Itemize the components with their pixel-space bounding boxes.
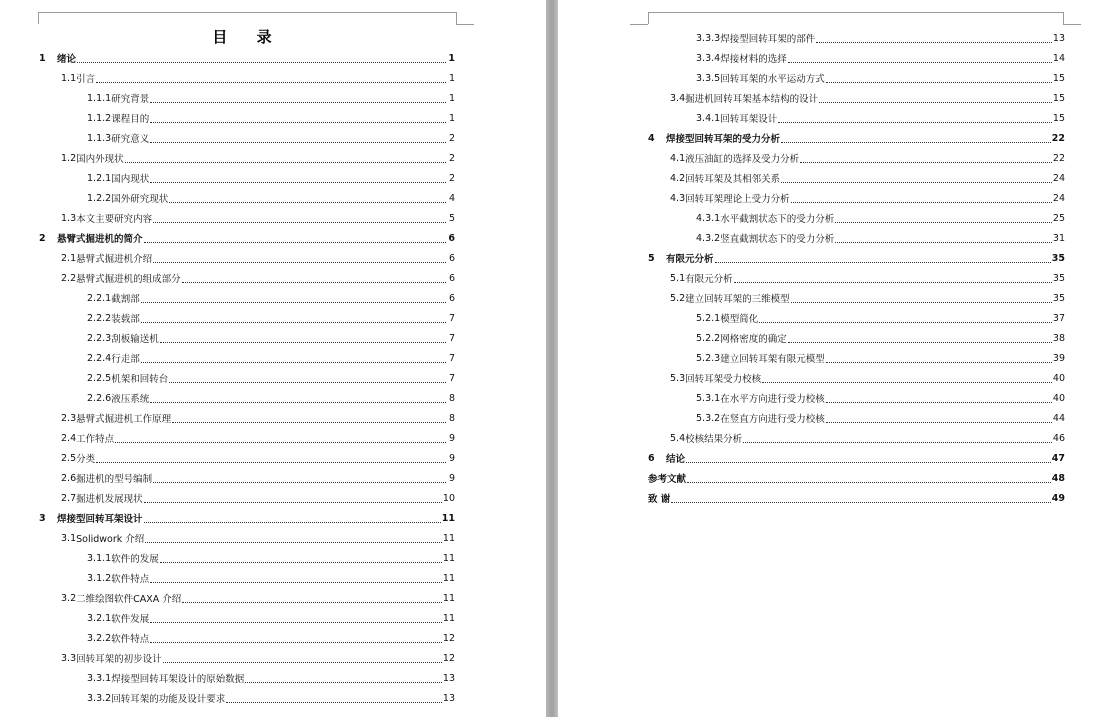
toc-entry[interactable] bbox=[39, 108, 455, 128]
toc-entry-number: 2.2.4 bbox=[87, 352, 112, 364]
toc-entry[interactable] bbox=[648, 88, 1065, 108]
toc-entry-number: 2.4 bbox=[61, 432, 77, 444]
toc-entry-number: 4.3.2 bbox=[696, 232, 721, 244]
toc-leader-dots bbox=[800, 162, 1052, 163]
toc-entry-number: 3.3.4 bbox=[696, 52, 721, 64]
toc-leader-dots bbox=[144, 522, 441, 523]
toc-entry-page: 7 bbox=[448, 372, 455, 384]
toc-entry-page: 9 bbox=[448, 472, 455, 484]
toc-entry[interactable] bbox=[39, 428, 455, 448]
toc-entry-text: 研究意义 bbox=[111, 134, 150, 145]
toc-leader-dots bbox=[145, 542, 442, 543]
toc-entry-number: 6 bbox=[648, 452, 655, 464]
toc-leader-dots bbox=[687, 482, 1051, 483]
toc-entry-text: 装载部 bbox=[111, 314, 140, 325]
toc-entry-number: 5.2 bbox=[670, 292, 686, 304]
toc-entry-page: 11 bbox=[442, 592, 455, 604]
toc-entry[interactable] bbox=[648, 308, 1065, 328]
toc-entry[interactable] bbox=[39, 508, 455, 528]
toc-entry-text: 回转耳架理论上受力分析 bbox=[685, 194, 790, 205]
toc-entry[interactable] bbox=[39, 368, 455, 388]
toc-leader-dots bbox=[153, 222, 446, 223]
toc-entry-text: 工作特点 bbox=[76, 434, 115, 445]
toc-entry-text: 悬臂式掘进机的简介 bbox=[57, 234, 143, 245]
toc-entry-page: 37 bbox=[1052, 312, 1065, 324]
toc-entry-page: 15 bbox=[1052, 72, 1065, 84]
toc-entry[interactable] bbox=[39, 608, 455, 628]
toc-leader-dots bbox=[150, 622, 442, 623]
toc-entry-page: 2 bbox=[448, 152, 455, 164]
toc-entry-text: 行走部 bbox=[111, 354, 140, 365]
toc-leader-dots bbox=[826, 82, 1052, 83]
toc-entry[interactable] bbox=[39, 688, 455, 708]
toc-entry-number: 3.3.3 bbox=[696, 32, 721, 44]
toc-entry-text: 建立回转耳架的三维模型 bbox=[685, 294, 790, 305]
toc-entry-number: 3.2.1 bbox=[87, 612, 112, 624]
toc-entry-number: 1.2 bbox=[61, 152, 77, 164]
toc-leader-dots bbox=[77, 62, 446, 63]
toc-leader-dots bbox=[169, 202, 446, 203]
toc-entry-page: 24 bbox=[1052, 192, 1065, 204]
toc-leader-dots bbox=[182, 602, 442, 603]
toc-entry[interactable] bbox=[648, 328, 1065, 348]
toc-list-left bbox=[39, 48, 455, 708]
toc-entry-text: 掘进机的型号编制 bbox=[76, 474, 153, 485]
document-page-right bbox=[558, 0, 1097, 717]
toc-entry-text: 有限元分析 bbox=[685, 274, 733, 285]
toc-leader-dots bbox=[150, 402, 446, 403]
toc-leader-dots bbox=[150, 122, 446, 123]
toc-entry-page: 12 bbox=[442, 632, 455, 644]
toc-entry-number: 3.3.5 bbox=[696, 72, 721, 84]
toc-entry-page: 1 bbox=[448, 92, 455, 104]
toc-leader-dots bbox=[144, 242, 446, 243]
toc-entry-page: 10 bbox=[442, 492, 455, 504]
toc-entry-text: 结论 bbox=[666, 454, 686, 465]
toc-entry-page: 15 bbox=[1052, 112, 1065, 124]
toc-entry-number: 2.7 bbox=[61, 492, 77, 504]
toc-entry-text: 悬臂式掘进机工作原理 bbox=[76, 414, 172, 425]
toc-entry-number: 5.3.1 bbox=[696, 392, 721, 404]
toc-entry-text: 本文主要研究内容 bbox=[76, 214, 153, 225]
toc-entry-number: 3.1.2 bbox=[87, 572, 112, 584]
toc-entry[interactable] bbox=[39, 348, 455, 368]
toc-entry[interactable] bbox=[648, 428, 1065, 448]
toc-entry-page: 6 bbox=[448, 292, 455, 304]
toc-entry-number: 4.1 bbox=[670, 152, 686, 164]
toc-entry-number: 3.4 bbox=[670, 92, 686, 104]
toc-entry-text: 网格密度的确定 bbox=[720, 334, 787, 345]
toc-leader-dots bbox=[788, 342, 1052, 343]
toc-entry-page: 4 bbox=[448, 192, 455, 204]
toc-entry[interactable] bbox=[648, 368, 1065, 388]
toc-entry-text: 焊接材料的选择 bbox=[720, 54, 787, 65]
toc-entry-text: 国内外现状 bbox=[76, 154, 124, 165]
toc-entry[interactable] bbox=[648, 408, 1065, 428]
toc-entry-page: 6 bbox=[448, 252, 455, 264]
toc-entry-number: 2.2 bbox=[61, 272, 77, 284]
toc-entry-number: 2.6 bbox=[61, 472, 77, 484]
toc-entry-page: 13 bbox=[442, 672, 455, 684]
toc-entry-page: 44 bbox=[1052, 412, 1065, 424]
toc-entry-page: 46 bbox=[1052, 432, 1065, 444]
toc-entry-text: 有限元分析 bbox=[666, 254, 714, 265]
toc-leader-dots bbox=[734, 282, 1052, 283]
toc-entry-page: 1 bbox=[448, 52, 455, 64]
toc-entry[interactable] bbox=[39, 468, 455, 488]
toc-entry-number: 3.3 bbox=[61, 652, 77, 664]
toc-entry-page: 11 bbox=[442, 612, 455, 624]
toc-entry-number: 5.2.3 bbox=[696, 352, 721, 364]
toc-entry[interactable] bbox=[648, 148, 1065, 168]
toc-entry-text: 模型简化 bbox=[720, 314, 759, 325]
toc-entry-page: 11 bbox=[442, 572, 455, 584]
toc-entry-number: 2.1 bbox=[61, 252, 77, 264]
toc-entry-page: 14 bbox=[1052, 52, 1065, 64]
toc-entry[interactable] bbox=[648, 128, 1065, 148]
toc-entry-text: 截割部 bbox=[111, 294, 140, 305]
toc-entry-page: 9 bbox=[448, 432, 455, 444]
toc-entry-page: 49 bbox=[1051, 492, 1065, 504]
toc-leader-dots bbox=[141, 362, 446, 363]
toc-entry[interactable] bbox=[39, 488, 455, 508]
toc-entry-number: 5.4 bbox=[670, 432, 686, 444]
toc-entry-number: 2.5 bbox=[61, 452, 77, 464]
toc-leader-dots bbox=[163, 662, 442, 663]
toc-leader-dots bbox=[762, 382, 1052, 383]
toc-entry-text: 软件发展 bbox=[111, 614, 150, 625]
toc-entry-text: 液压系统 bbox=[111, 394, 150, 405]
toc-leader-dots bbox=[791, 302, 1052, 303]
toc-leader-dots bbox=[153, 482, 446, 483]
toc-entry-page: 48 bbox=[1051, 472, 1065, 484]
toc-entry[interactable] bbox=[648, 248, 1065, 268]
toc-title: 目 录 bbox=[212, 28, 284, 46]
toc-entry-text: 课程目的 bbox=[111, 114, 150, 125]
toc-entry-text: 软件特点 bbox=[111, 574, 150, 585]
toc-entry[interactable] bbox=[648, 468, 1065, 488]
toc-entry-number: 3.2.2 bbox=[87, 632, 112, 644]
toc-entry-page: 6 bbox=[448, 232, 455, 244]
toc-entry[interactable] bbox=[39, 408, 455, 428]
document-page-left bbox=[0, 0, 546, 717]
toc-leader-dots bbox=[759, 322, 1052, 323]
toc-entry-page: 6 bbox=[448, 272, 455, 284]
toc-entry-page: 8 bbox=[448, 412, 455, 424]
toc-entry[interactable] bbox=[648, 168, 1065, 188]
toc-entry-page: 7 bbox=[448, 352, 455, 364]
toc-entry[interactable] bbox=[39, 48, 455, 68]
toc-leader-dots bbox=[144, 502, 442, 503]
toc-entry-text: 绪论 bbox=[57, 54, 77, 65]
toc-entry-page: 7 bbox=[448, 332, 455, 344]
toc-entry-text: 悬臂式掘进机介绍 bbox=[76, 254, 153, 265]
toc-entry-page: 35 bbox=[1052, 272, 1065, 284]
toc-entry-number: 2.2.1 bbox=[87, 292, 112, 304]
toc-leader-dots bbox=[153, 262, 446, 263]
toc-leader-dots bbox=[169, 382, 446, 383]
toc-leader-dots bbox=[788, 62, 1052, 63]
toc-entry-page: 15 bbox=[1052, 92, 1065, 104]
toc-entry-number: 1.1.3 bbox=[87, 132, 112, 144]
toc-entry[interactable] bbox=[648, 288, 1065, 308]
toc-entry[interactable] bbox=[39, 68, 455, 88]
toc-entry-number: 2.2.5 bbox=[87, 372, 112, 384]
toc-entry-text: 机架和回转台 bbox=[111, 374, 169, 385]
toc-entry[interactable] bbox=[648, 108, 1065, 128]
toc-entry-text: 焊接型回转耳架的部件 bbox=[720, 34, 816, 45]
toc-entry-page: 24 bbox=[1052, 172, 1065, 184]
toc-entry-page: 2 bbox=[448, 172, 455, 184]
toc-entry-number: 1.2.2 bbox=[87, 192, 112, 204]
toc-leader-dots bbox=[826, 362, 1052, 363]
toc-entry-number: 1.3 bbox=[61, 212, 77, 224]
toc-entry-number: 5.2.2 bbox=[696, 332, 721, 344]
toc-entry[interactable] bbox=[648, 48, 1065, 68]
toc-entry-text: 致 谢 bbox=[648, 494, 671, 505]
toc-entry-text: 掘进机回转耳架基本结构的设计 bbox=[685, 94, 819, 105]
toc-entry-text: 回转耳架的水平运动方式 bbox=[720, 74, 825, 85]
toc-leader-dots bbox=[150, 642, 442, 643]
toc-entry[interactable] bbox=[648, 488, 1065, 508]
toc-entry-page: 31 bbox=[1052, 232, 1065, 244]
toc-leader-dots bbox=[835, 242, 1052, 243]
toc-entry-text: 软件的发展 bbox=[111, 554, 159, 565]
toc-entry-text: 分类 bbox=[76, 454, 96, 465]
toc-entry-page: 5 bbox=[448, 212, 455, 224]
toc-entry-number: 5.2.1 bbox=[696, 312, 721, 324]
toc-entry-number: 3.3.2 bbox=[87, 692, 112, 704]
toc-entry-number: 3 bbox=[39, 512, 46, 524]
toc-leader-dots bbox=[835, 222, 1052, 223]
toc-leader-dots bbox=[715, 262, 1051, 263]
toc-entry[interactable] bbox=[648, 448, 1065, 468]
toc-entry-number: 3.4.1 bbox=[696, 112, 721, 124]
toc-entry-number: 1.1.2 bbox=[87, 112, 112, 124]
toc-entry[interactable] bbox=[39, 648, 455, 668]
toc-entry[interactable] bbox=[39, 328, 455, 348]
toc-entry[interactable] bbox=[39, 668, 455, 688]
toc-entry-text: 在水平方向进行受力校核 bbox=[720, 394, 825, 405]
toc-entry[interactable] bbox=[39, 568, 455, 588]
toc-entry-text: Solidwork 介绍 bbox=[76, 534, 145, 545]
toc-entry[interactable] bbox=[39, 588, 455, 608]
toc-entry-page: 1 bbox=[448, 72, 455, 84]
toc-entry[interactable] bbox=[39, 228, 455, 248]
toc-entry-number: 3.1.1 bbox=[87, 552, 112, 564]
toc-entry[interactable] bbox=[39, 288, 455, 308]
toc-leader-dots bbox=[182, 282, 446, 283]
page-gutter bbox=[546, 0, 558, 717]
toc-entry[interactable] bbox=[648, 228, 1065, 248]
toc-entry-page: 25 bbox=[1052, 212, 1065, 224]
toc-entry-number: 1.1.1 bbox=[87, 92, 112, 104]
toc-entry-number: 1 bbox=[39, 52, 46, 64]
toc-entry-text: 回转耳架的初步设计 bbox=[76, 654, 162, 665]
toc-entry[interactable] bbox=[39, 388, 455, 408]
toc-entry-number: 3.1 bbox=[61, 532, 77, 544]
toc-entry-page: 11 bbox=[442, 532, 455, 544]
toc-entry-page: 22 bbox=[1051, 132, 1065, 144]
toc-entry[interactable] bbox=[648, 348, 1065, 368]
toc-leader-dots bbox=[826, 402, 1052, 403]
toc-entry[interactable] bbox=[648, 208, 1065, 228]
toc-entry-page: 11 bbox=[441, 512, 455, 524]
toc-entry-text: 建立回转耳架有限元模型 bbox=[720, 354, 825, 365]
toc-entry[interactable] bbox=[39, 88, 455, 108]
toc-entry[interactable] bbox=[39, 528, 455, 548]
toc-entry-text: 回转耳架及其相邻关系 bbox=[685, 174, 781, 185]
toc-entry-page: 11 bbox=[442, 552, 455, 564]
toc-entry-page: 2 bbox=[448, 132, 455, 144]
toc-leader-dots bbox=[150, 582, 442, 583]
toc-leader-dots bbox=[245, 682, 442, 683]
toc-entry-number: 4.2 bbox=[670, 172, 686, 184]
toc-entry[interactable] bbox=[648, 188, 1065, 208]
toc-entry-text: 焊接型回转耳架设计 bbox=[57, 514, 143, 525]
toc-leader-dots bbox=[150, 102, 446, 103]
toc-entry-number: 4.3 bbox=[670, 192, 686, 204]
toc-entry[interactable] bbox=[39, 268, 455, 288]
toc-entry-number: 1.1 bbox=[61, 72, 77, 84]
toc-entry-text: 研究背景 bbox=[111, 94, 150, 105]
toc-entry-page: 1 bbox=[448, 112, 455, 124]
toc-leader-dots bbox=[141, 322, 446, 323]
toc-entry[interactable] bbox=[39, 308, 455, 328]
toc-leader-dots bbox=[826, 422, 1052, 423]
toc-entry-text: 引言 bbox=[76, 74, 96, 85]
toc-entry-number: 2 bbox=[39, 232, 46, 244]
toc-entry-number: 3.2 bbox=[61, 592, 77, 604]
toc-entry[interactable] bbox=[648, 268, 1065, 288]
toc-entry-page: 9 bbox=[448, 452, 455, 464]
toc-entry-page: 47 bbox=[1051, 452, 1065, 464]
toc-leader-dots bbox=[141, 302, 446, 303]
toc-entry-number: 5.3.2 bbox=[696, 412, 721, 424]
toc-entry[interactable] bbox=[39, 188, 455, 208]
toc-entry-number: 1.2.1 bbox=[87, 172, 112, 184]
toc-leader-dots bbox=[150, 182, 446, 183]
toc-entry-number: 4.3.1 bbox=[696, 212, 721, 224]
toc-entry-text: 回转耳架受力校核 bbox=[685, 374, 762, 385]
toc-entry-text: 悬臂式掘进机的组成部分 bbox=[76, 274, 181, 285]
toc-entry[interactable] bbox=[39, 548, 455, 568]
toc-entry-page: 39 bbox=[1052, 352, 1065, 364]
toc-entry[interactable] bbox=[39, 448, 455, 468]
toc-entry-text: 掘进机发展现状 bbox=[76, 494, 143, 505]
toc-entry-number: 5.3 bbox=[670, 372, 686, 384]
toc-leader-dots bbox=[150, 142, 446, 143]
toc-entry-page: 8 bbox=[448, 392, 455, 404]
toc-leader-dots bbox=[671, 502, 1050, 503]
toc-entry-number: 2.2.3 bbox=[87, 332, 112, 344]
toc-entry-text: 液压油缸的选择及受力分析 bbox=[685, 154, 800, 165]
toc-entry-text: 软件特点 bbox=[111, 634, 150, 645]
toc-entry-text: 国外研究现状 bbox=[111, 194, 169, 205]
toc-leader-dots bbox=[816, 42, 1052, 43]
toc-leader-dots bbox=[115, 442, 446, 443]
toc-entry-text: 国内现状 bbox=[111, 174, 150, 185]
toc-entry-text: 参考文献 bbox=[648, 474, 687, 485]
toc-leader-dots bbox=[819, 102, 1052, 103]
toc-leader-dots bbox=[781, 142, 1051, 143]
toc-entry-page: 40 bbox=[1052, 372, 1065, 384]
toc-leader-dots bbox=[686, 462, 1051, 463]
toc-entry-page: 7 bbox=[448, 312, 455, 324]
toc-leader-dots bbox=[226, 702, 442, 703]
toc-entry-page: 13 bbox=[1052, 32, 1065, 44]
toc-entry-page: 38 bbox=[1052, 332, 1065, 344]
toc-entry-page: 35 bbox=[1051, 252, 1065, 264]
toc-leader-dots bbox=[96, 462, 446, 463]
toc-leader-dots bbox=[791, 202, 1052, 203]
toc-leader-dots bbox=[160, 562, 442, 563]
toc-entry-text: 校核结果分析 bbox=[685, 434, 743, 445]
toc-entry-text: 焊接型回转耳架设计的原始数据 bbox=[111, 674, 245, 685]
toc-leader-dots bbox=[125, 162, 446, 163]
toc-leader-dots bbox=[743, 442, 1052, 443]
toc-entry-text: 在竖直方向进行受力校核 bbox=[720, 414, 825, 425]
toc-entry-number: 2.3 bbox=[61, 412, 77, 424]
toc-entry-text: 水平截割状态下的受力分析 bbox=[720, 214, 835, 225]
toc-list-right bbox=[648, 28, 1065, 508]
toc-entry-text: 回转耳架设计 bbox=[720, 114, 778, 125]
toc-entry[interactable] bbox=[648, 68, 1065, 88]
toc-leader-dots bbox=[96, 82, 446, 83]
toc-entry-number: 3.3.1 bbox=[87, 672, 112, 684]
toc-entry-number: 4 bbox=[648, 132, 655, 144]
toc-entry-page: 35 bbox=[1052, 292, 1065, 304]
toc-entry-text: 刮板输送机 bbox=[111, 334, 159, 345]
toc-entry[interactable] bbox=[39, 208, 455, 228]
toc-entry-number: 2.2.2 bbox=[87, 312, 112, 324]
toc-entry-page: 40 bbox=[1052, 392, 1065, 404]
toc-leader-dots bbox=[172, 422, 446, 423]
toc-entry-page: 13 bbox=[442, 692, 455, 704]
toc-entry-text: 二维绘图软件CAXA 介绍 bbox=[76, 594, 182, 605]
toc-entry[interactable] bbox=[39, 628, 455, 648]
toc-leader-dots bbox=[781, 182, 1052, 183]
toc-leader-dots bbox=[778, 122, 1052, 123]
toc-entry-text: 竖直截割状态下的受力分析 bbox=[720, 234, 835, 245]
toc-entry-number: 2.2.6 bbox=[87, 392, 112, 404]
toc-entry[interactable] bbox=[648, 388, 1065, 408]
toc-entry-text: 焊接型回转耳架的受力分析 bbox=[666, 134, 781, 145]
toc-entry[interactable] bbox=[39, 168, 455, 188]
toc-entry[interactable] bbox=[39, 248, 455, 268]
toc-entry-page: 22 bbox=[1052, 152, 1065, 164]
toc-entry-number: 5.1 bbox=[670, 272, 686, 284]
toc-entry[interactable] bbox=[39, 128, 455, 148]
toc-entry-text: 回转耳架的功能及设计要求 bbox=[111, 694, 226, 705]
toc-entry-number: 5 bbox=[648, 252, 655, 264]
toc-entry[interactable] bbox=[648, 28, 1065, 48]
toc-entry-page: 12 bbox=[442, 652, 455, 664]
toc-entry[interactable] bbox=[39, 148, 455, 168]
toc-leader-dots bbox=[160, 342, 446, 343]
